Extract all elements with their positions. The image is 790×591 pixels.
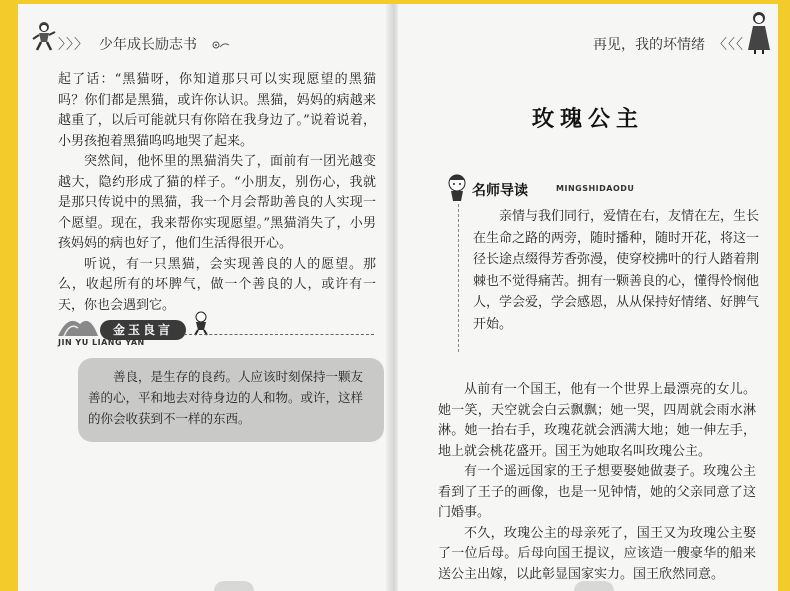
- right-page: [398, 4, 778, 591]
- left-page: [18, 4, 392, 591]
- paragraph: 突然间，他怀里的黑猫消失了，面前有一团光越变越大，隐约形成了猫的样子。“小朋友，别伤心，我就是那只传说中的黑猫，我一个月会帮助善良的人实现一个愿望。现在，我来帮你实现愿望。”黑猫消失了，小男孩妈妈的病也好了，他们生活得很开心。: [58, 154, 376, 251]
- jinyu-label: 金玉良言: [100, 320, 186, 340]
- right-running-header: [593, 34, 744, 54]
- flower-icon: [209, 38, 231, 52]
- book-series-title: 少年成长励志书: [99, 37, 197, 53]
- header-arrows: 〈〈〈: [713, 37, 744, 53]
- guide-text: 亲情与我们同行，爱情在右，友情在左，生长在生命之路的两旁，随时播种，随时开花，将这一径长途点缀得芳香弥漫，使穿校拂叶的行人踏着荆棘也不觉得痛苦。拥有一颗善良的心，懂得怜悯他人，学会爱，学会感恩，从从保持好情绪、好脾气开始。: [473, 209, 760, 332]
- girl-figure-icon: [746, 10, 772, 54]
- header-arrows: 〉〉〉: [58, 37, 89, 53]
- chapter-title: 玫瑰公主: [531, 107, 644, 132]
- right-body-text: [438, 380, 756, 585]
- paragraph: 从前有一个国王，他有一个世界上最漂亮的女儿。她一笑，天空就会白云飘飘；她一哭，四周就会雨水淋淋。她一抬右手，玫瑰花就会洒满大地；她一伸左手，地上就会桃花盛开。国王为她取名叫玫瑰公主。: [438, 382, 756, 459]
- left-running-header: [58, 34, 231, 54]
- paragraph: 起了话：“黑猫呀，你知道那只可以实现愿望的黑猫吗？你们都是黑猫，或许你认识。黑猫，妈妈的病越来越重了，以后可能就只有你陪在我身边了。”说着说着，小男孩抱着黑猫呜呜地哭了起来。: [58, 72, 376, 149]
- page-number-tab: [574, 581, 614, 591]
- mingshi-pinyin: MINGSHIDAODU: [556, 184, 635, 193]
- dashed-divider: [184, 334, 374, 335]
- teacher-cartoon-icon: [442, 172, 472, 202]
- paragraph: 不久，玫瑰公主的母亲死了，国王又为玫瑰公主娶了一位后母。后母向国王提议，应该造一艘豪华的船来送公主出嫁，以此彰显国家实力。国王欣然同意。: [438, 525, 756, 582]
- guide-box: [458, 204, 764, 352]
- book-spread: [18, 4, 778, 591]
- quote-text: 善良，是生存的良药。人应该时刻保持一颗友善的心，平和地去对待身边的人和物。或许，这样的你会收获到不一样的东西。: [88, 369, 364, 426]
- quote-box: [78, 358, 384, 442]
- paragraph: 听说，有一只黑猫，会实现善良的人的愿望。那么，收起所有的坏脾气，做一个善良的人，或许有一天，你也会遇到它。: [58, 256, 376, 313]
- paragraph: 有一个遥远国家的王子想要娶她做妻子。玫瑰公主看到了王子的画像，也是一见钟情，她的父亲同意了这门婚事。: [438, 464, 756, 520]
- mingshi-label: 名师导读: [472, 183, 528, 199]
- page-number-tab: [214, 581, 254, 591]
- shell-decoration-icon: [56, 312, 100, 338]
- cartoon-kid-icon: [190, 310, 212, 336]
- chapter-series-title: 再见，我的坏情绪: [593, 37, 705, 53]
- jinyu-pinyin: JIN YU LIANG YAN: [58, 338, 145, 347]
- running-kid-icon: [30, 20, 58, 52]
- left-body-text: [58, 70, 376, 316]
- jinyu-liangyan-banner: [56, 310, 376, 346]
